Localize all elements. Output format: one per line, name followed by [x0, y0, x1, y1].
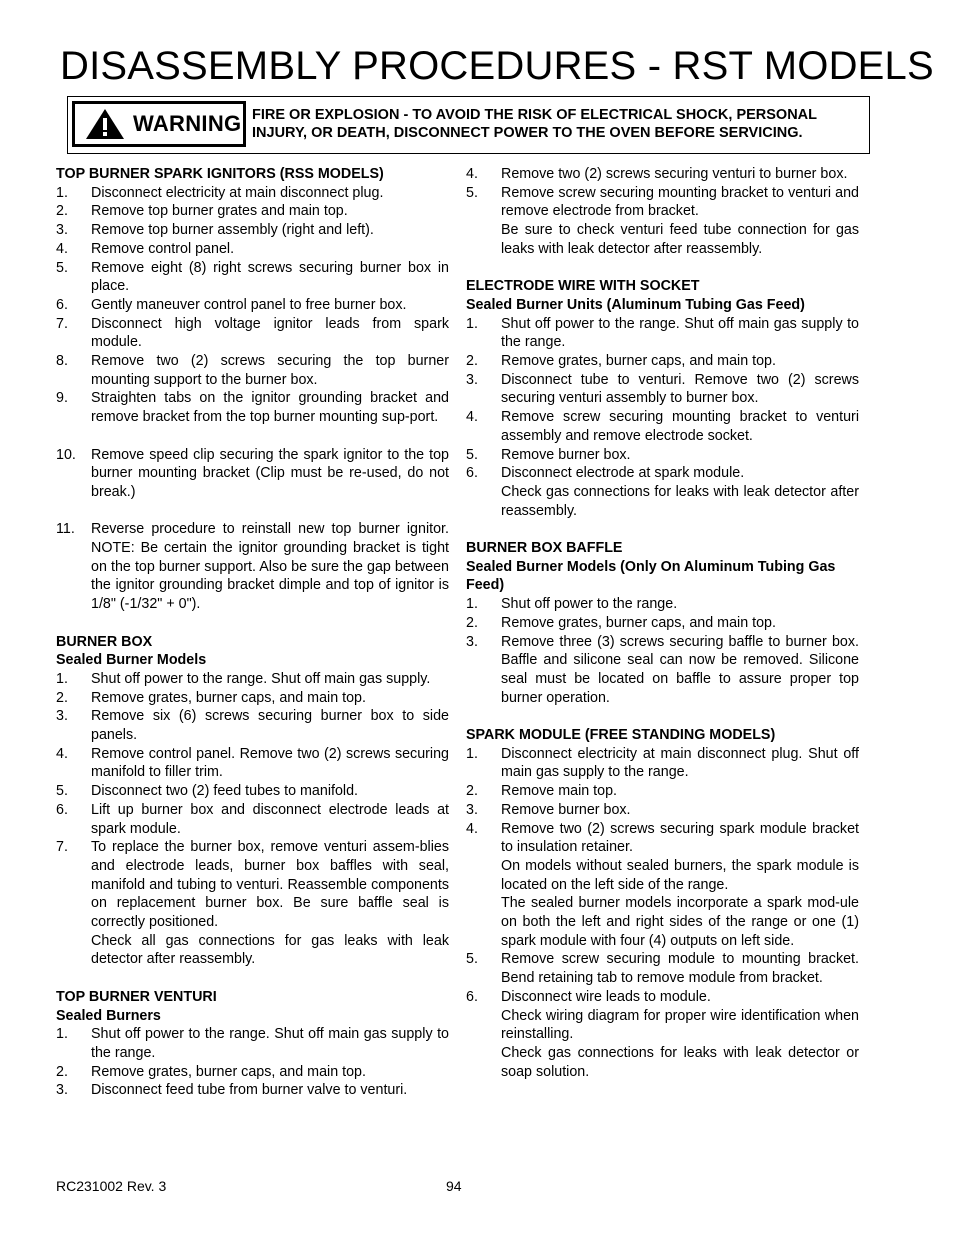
list-item: 5. Remove screw securing mounting bracket to venturi and remove electrode from bracket. [466, 184, 859, 220]
warning-label: WARNING [133, 111, 242, 136]
list-item: 6. Lift up burner box and disconnect electrode leads at spark module. [56, 801, 449, 837]
list-item: 5. Remove burner box. [466, 446, 631, 463]
section-spark-module [466, 726, 859, 1081]
section-subheading: Sealed Burner Units (Aluminum Tubing Gas Feed) [466, 296, 805, 313]
list-item: 1. Shut off power to the range. [466, 596, 678, 613]
section-heading: ELECTRODE WIRE WITH SOCKET [466, 278, 700, 295]
list-item: 4. Remove screw securing mounting bracket to venturi assembly and remove electrode socket. [466, 409, 859, 444]
note-text: Be sure to check venturi feed tube connection for gas leaks with leak detector after reassembly. [501, 222, 859, 257]
list-item: 4. Remove control panel. Remove two (2) screws securing manifold to filler trim. [56, 745, 449, 781]
section-subheading: Sealed Burners [56, 1007, 161, 1024]
list-item: 11. Reverse procedure to reinstall new top burner ignitor. NOTE: Be certain the ignitor grounding bracket is tight on the top burner support. Also be sure the gap between the ignitor grounding bracket dimple and top of ignitor is 1/8" (-1/32" + 0"). [56, 521, 449, 613]
list-item: 2. Remove main top. [466, 783, 618, 800]
section-subheading: Sealed Burner Models [56, 652, 207, 669]
list-item: 3. Disconnect tube to venturi. Remove two (2) screws securing venturi assembly to burner box. [466, 371, 859, 407]
note-text: Check gas connections for leaks with leak detector or soap solution. [501, 1045, 859, 1080]
section-venturi-continued [466, 165, 859, 259]
left-column [56, 165, 449, 1100]
list-item: 2. Remove grates, burner caps, and main top. [466, 353, 776, 370]
warning-badge [72, 101, 246, 147]
list-item: 7. Disconnect high voltage ignitor leads from spark module. [56, 315, 449, 351]
section-burner-box-baffle [466, 539, 859, 707]
section-heading: BURNER BOX [56, 633, 153, 650]
list-item: 3. Remove three (3) screws securing baffle to burner box. Baffle and silicone seal can now be removed. Silicone seal must be located on baffle to assure proper top burner operation. [466, 633, 859, 706]
list-item: 5. Disconnect two (2) feed tubes to manifold. [56, 783, 359, 800]
list-item: 10. Remove speed clip securing the spark ignitor to the top burner mounting bracket (Clip must be re-used, do not break.) [56, 446, 449, 500]
section-electrode-wire [466, 277, 859, 520]
list-item: 8. Remove two (2) screws securing the top burner mounting support to the burner box. [56, 353, 449, 388]
warning-text [252, 106, 870, 142]
warning-line-2: INJURY, OR DEATH, DISCONNECT POWER TO THE OVEN BEFORE SERVICING. [252, 125, 803, 141]
list-item: 5. Remove eight (8) right screws securing burner box in place. [56, 259, 449, 295]
note-text: On models without sealed burners, the spark module is located on the left side of the range. [501, 857, 859, 893]
list-item: 9. Straighten tabs on the ignitor grounding bracket and remove bracket from the top burner mounting sup-port. [56, 390, 449, 426]
list-item: 5. Remove screw securing module to mounting bracket. Bend retaining tab to remove module from bracket. [466, 951, 859, 987]
list-item: 3. Disconnect feed tube from burner valve to venturi. [56, 1082, 408, 1099]
list-item: 2. Remove grates, burner caps, and main top. [466, 614, 776, 631]
note-text: Check all gas connections for gas leaks with leak detector after reassembly. [91, 932, 449, 968]
section-subheading: Sealed Burner Models (Only On Aluminum Tubing Gas Feed) [466, 558, 836, 594]
list-item: 3. Remove burner box. [466, 801, 631, 818]
note-text: Check wiring diagram for proper wire identification when reinstalling. [501, 1007, 859, 1043]
section-heading: BURNER BOX BAFFLE [466, 540, 623, 557]
warning-line-1: FIRE OR EXPLOSION - TO AVOID THE RISK OF ELECTRICAL SHOCK, PERSONAL [252, 107, 818, 123]
section-burner-box [56, 633, 449, 970]
list-item: 1. Shut off power to the range. Shut off main gas supply to the range. [56, 1026, 449, 1061]
note-text: The sealed burner models incorporate a spark mod-ule on both the left and right sides of the range or one (1) spark module with four (4) outputs on left side. [501, 895, 859, 949]
page-title: DISASSEMBLY PROCEDURES - RST MODELS [60, 44, 934, 88]
list-item: 2. Remove grates, burner caps, and main top. [56, 1063, 366, 1080]
list-item: 1. Shut off power to the range. Shut off main gas supply. [56, 670, 431, 687]
list-item: 1. Disconnect electricity at main disconnect plug. Shut off main gas supply to the range. [466, 745, 859, 781]
section-spark-ignitors [56, 165, 449, 614]
list-item: 4. Remove two (2) screws securing spark module bracket to insulation retainer. [466, 820, 859, 856]
list-item: 1. Shut off power to the range. Shut off main gas supply to the range. [466, 315, 859, 351]
right-column [466, 165, 859, 1081]
section-heading: TOP BURNER SPARK IGNITORS (RSS MODELS) [56, 166, 384, 182]
list-item: 7. To replace the burner box, remove venturi assem-blies and electrode leads, burner box baffles with seal, manifold and tubing to venturi. Reassemble components on replacement burner box. Be sure baffle seal is correctly positioned. [56, 839, 449, 931]
list-item: 6. Gently maneuver control panel to free burner box. [56, 296, 407, 313]
list-item: 4. Remove control panel. [56, 240, 235, 257]
list-item: 2. Remove top burner grates and main top. [56, 203, 348, 220]
warning-triangle-icon [85, 108, 125, 140]
section-heading: TOP BURNER VENTURI [56, 988, 217, 1005]
list-item: 1. Disconnect electricity at main disconnect plug. [56, 184, 384, 201]
list-item: 4. Remove two (2) screws securing venturi to burner box. [466, 166, 848, 182]
note-text: Check gas connections for leaks with leak detector after reassembly. [501, 483, 859, 519]
footer-doc-id: RC231002 Rev. 3 [56, 1178, 167, 1194]
list-item: 6. Disconnect wire leads to module. [466, 988, 711, 1005]
list-item: 2. Remove grates, burner caps, and main top. [56, 689, 366, 706]
warning-box [67, 96, 870, 154]
footer-page-number: 94 [446, 1178, 462, 1194]
list-item: 6. Disconnect electrode at spark module. [466, 465, 745, 482]
list-item: 3. Remove six (6) screws securing burner box to side panels. [56, 708, 449, 744]
list-item: 3. Remove top burner assembly (right and left). [56, 222, 374, 239]
section-top-burner-venturi [56, 988, 449, 1100]
section-heading: SPARK MODULE (FREE STANDING MODELS) [466, 727, 776, 744]
